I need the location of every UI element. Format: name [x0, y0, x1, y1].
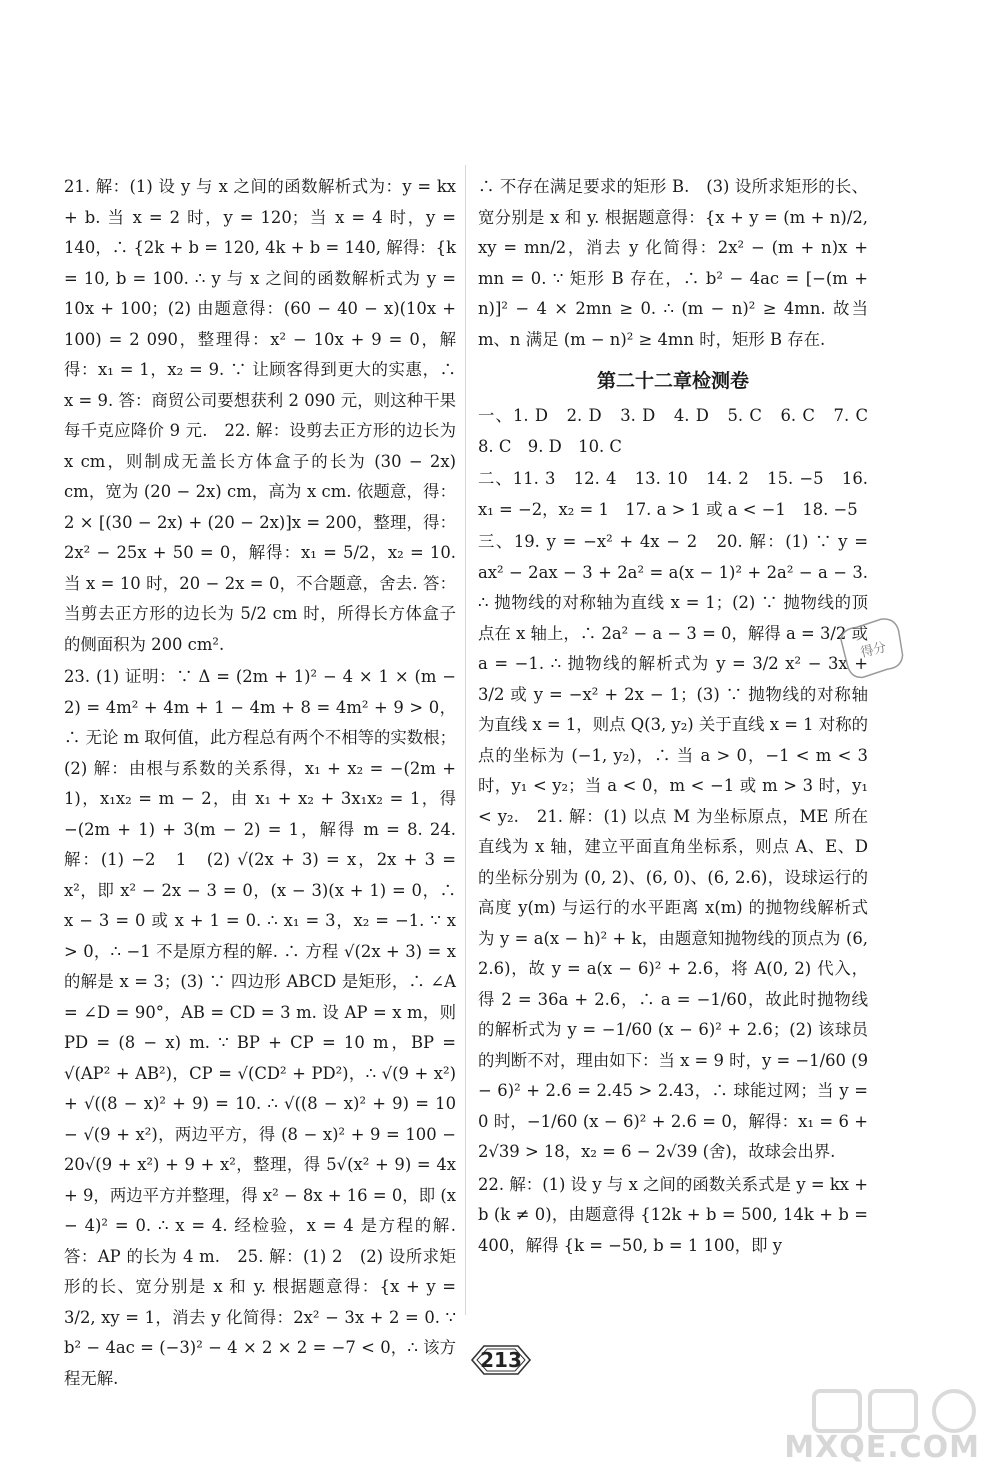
page-number — [470, 1340, 532, 1380]
answer-block-21-22: 21. 解：(1) 设 y 与 x 之间的函数解析式为：y = kx + b. 当 x = 2 时，y = 120；当 x = 4 时，y = 140，∴ {2k + b = 120, 4k + b = 140, 解得：{k = 10, b = 100. ∴ y 与 x 之间的函数解析式为 y = 10x + 100；(2) 由题意得：(60 − 40 − x)(10x + 100) = 2 090，整理得：x² − 10x + 9 = 0，解得：x₁ = 1，x₂ = 9. ∵ 让顾客得到更大的实惠，∴ x = 9. 答：商贸公司要想获利 2 090 元，则这种干果每千克应降价 9 元. 22. 解：设剪去正方形的边长为 x cm，则制成无盖长方体盒子的长为 (30 − 2x) cm，宽为 (20 − 2x) cm，高为 x cm. 依题意，得：2 × [(30 − 2x) + (20 − 2x)]x = 200，整理，得：2x² − 25x + 50 = 0，解得：x₁ = 5/2，x₂ = 10. 当 x = 10 时，20 − 2x = 0，不合题意，舍去. 答：当剪去正方形的边长为 5/2 cm 时，所得长方体盒子的侧面积为 200 cm². — [64, 177, 456, 654]
left-column — [64, 172, 456, 1388]
column-divider — [465, 165, 466, 1315]
fill-in-answers: 二、11. 3 12. 4 13. 10 14. 2 15. −5 16. x₁ = −2，x₂ = 1 17. a > 1 或 a < −1 18. −5 — [478, 469, 868, 519]
solution-answer-22: 22. 解：(1) 设 y 与 x 之间的函数关系式是 y = kx + b (k ≠ 0)，由题意得 {12k + b = 500, 14k + b = 400，解得 {k = −50, b = 1 100，即 y — [478, 1174, 868, 1255]
multiple-choice-answers: 一、1. D 2. D 3. D 4. D 5. C 6. C 7. C 8. C 9. D 10. C — [478, 406, 885, 456]
section-title: 第二十二章检测卷 — [596, 370, 749, 392]
page-number-label: 213 — [480, 1348, 522, 1372]
solution-answers-19-21: 三、19. y = −x² + 4x − 2 20. 解：(1) ∵ y = ax² − 2ax − 3 + 2a² = a(x − 1)² + 2a² − a − 3. ∴ 抛物线的对称轴为直线 x = 1；(2) ∵ 抛物线的顶点在 x 轴上，∴ 2a² − a − 3 = 0，解得 a = 3/2 或 a = −1. ∴ 抛物线的解析式为 y = 3/2 x² − 3x + 3/2 或 y = −x² + 2x − 1；(3) ∵ 抛物线的对称轴为直线 x = 1，则点 Q(3, y₂) 关于直线 x = 1 对称的点的坐标为 (−1, y₂)，∴ 当 a > 0，−1 < m < 3 时，y₁ < y₂；当 a < 0，m < −1 或 m > 3 时，y₁ < y₂. 21. 解：(1) 以点 M 为坐标原点，ME 所在直线为 x 轴，建立平面直角坐标系，则点 A、E、D 的坐标分别为 (0, 2)、(6, 0)、(6, 2.6)，设球运行的高度 y(m) 与运行的水平距离 x(m) 的抛物线解析式为 y = a(x − h)² + k，由题意知抛物线的顶点为 (6, 2.6)，故 y = a(x − 6)² + 2.6，将 A(0, 2) 代入，得 2 = 36a + 2.6，∴ a = −1/60，故此时抛物线的解析式为 y = −1/60 (x − 6)² + 2.6；(2) 该球员的判断不对，理由如下：当 x = 9 时，y = −1/60 (9 − 6)² + 2.6 = 2.45 > 2.43，∴ 球能过网；当 y = 0 时，−1/60 (x − 6)² + 2.6 = 0，解得：x₁ = 6 + 2√39 > 18，x₂ = 6 − 2√39 (舍)，故球会出界. — [478, 532, 868, 1161]
watermark-text: MXQE.COM — [784, 1430, 980, 1465]
answer-block-23-25: 23. (1) 证明：∵ Δ = (2m + 1)² − 4 × 1 × (m − 2) = 4m² + 4m + 1 − 4m + 8 = 4m² + 9 > 0，∴ 无论 m 取何值，此方程总有两个不相等的实数根；(2) 解：由根与系数的关系得，x₁ + x₂ = −(2m + 1)，x₁x₂ = m − 2，由 x₁ + x₂ + 3x₁x₂ = 1，得 −(2m + 1) + 3(m − 2) = 1，解得 m = 8. 24. 解：(1) −2 1 (2) √(2x + 3) = x，2x + 3 = x²，即 x² − 2x − 3 = 0，(x − 3)(x + 1) = 0，∴ x − 3 = 0 或 x + 1 = 0. ∴ x₁ = 3，x₂ = −1. ∵ x > 0，∴ −1 不是原方程的解. ∴ 方程 √(2x + 3) = x 的解是 x = 3；(3) ∵ 四边形 ABCD 是矩形，∴ ∠A = ∠D = 90°，AB = CD = 3 m. 设 AP = x m，则 PD = (8 − x) m. ∵ BP + CP = 10 m，BP = √(AP² + AB²)，CP = √(CD² + PD²)，∴ √(9 + x²) + √((8 − x)² + 9) = 10. ∴ √((8 − x)² + 9) = 10 − √(9 + x²)，两边平方，得 (8 − x)² + 9 = 100 − 20√(9 + x²) + 9 + x²，整理，得 5√(x² + 9) = 4x + 9，两边平方并整理，得 x² − 8x + 16 = 0，即 (x − 4)² = 0. ∴ x = 4. 经检验，x = 4 是方程的解. 答：AP 的长为 4 m. 25. 解：(1) 2 (2) 设所求矩形的长、宽分别是 x 和 y. 根据题意得：{x + y = 3/2, xy = 1，消去 y 化简得：2x² − 3x + 2 = 0. ∵ b² − 4ac = (−3)² − 4 × 2 × 2 = −7 < 0，∴ 该方程无解. — [64, 667, 456, 1388]
watermark-logo — [784, 1387, 994, 1467]
stamp-label: 得分 — [859, 640, 889, 661]
answer-block-25-continued: ∴ 不存在满足要求的矩形 B. (3) 设所求矩形的长、宽分别是 x 和 y. 根据题意得：{x + y = (m + n)/2, xy = mn/2，消去 y 化简得：2x² − (m + n)x + mn = 0. ∵ 矩形 B 存在，∴ b² − 4ac = [−(m + n)]² − 4 × 2mn ≥ 0. ∴ (m − n)² ≥ 4mn. 故当 m、n 满足 (m − n)² ≥ 4mn 时，矩形 B 存在. — [478, 177, 868, 349]
